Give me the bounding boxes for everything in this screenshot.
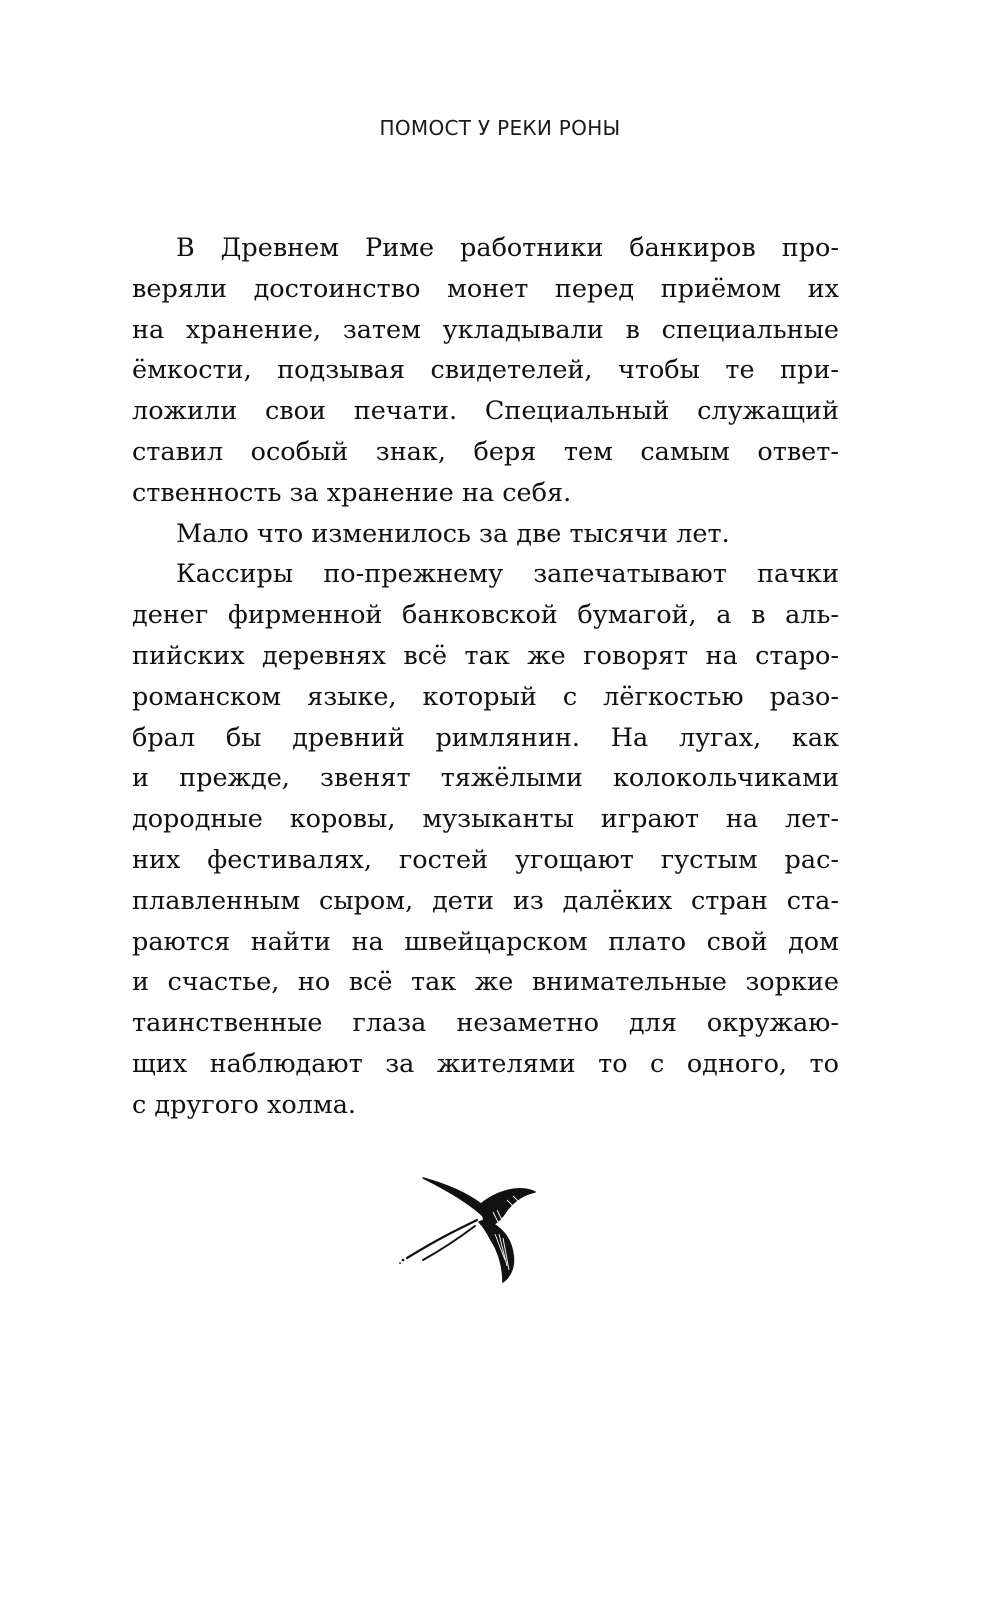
body-text xyxy=(132,228,839,1126)
paragraph-1 xyxy=(132,228,839,514)
paragraph-2 xyxy=(132,514,839,555)
text-line: и счастье, но всё так же внимательные зоркие xyxy=(132,967,839,998)
text-line: Кассиры по-прежнему запечатывают пачки xyxy=(176,559,839,590)
text-line: плавленным сыром, дети из далёких стран ста- xyxy=(132,885,839,916)
text-line: денег фирменной банковской бумагой, а в аль- xyxy=(132,600,839,631)
text-line: романском языке, который с лёгкостью разо- xyxy=(132,681,839,712)
text-line: на хранение, затем укладывали в специальные xyxy=(132,314,839,345)
text-line: ственность за хранение на себя. xyxy=(132,477,572,508)
text-line: брал бы древний римлянин. На лугах, как xyxy=(132,722,839,753)
text-line: веряли достоинство монет перед приёмом их xyxy=(132,273,839,304)
text-line: В Древнем Риме работники банкиров про- xyxy=(176,233,839,263)
text-line: пийских деревнях всё так же говорят на старо- xyxy=(132,640,839,671)
text-line: и прежде, звенят тяжёлыми колокольчиками xyxy=(132,763,839,794)
running-head: ПОМОСТ У РЕКИ РОНЫ xyxy=(379,116,621,140)
text-line: раются найти на швейцарском плато свой дом xyxy=(132,926,839,957)
text-line: ставил особый знак, беря тем самым ответ- xyxy=(132,436,839,467)
text-line: дородные коровы, музыканты играют на лет- xyxy=(132,804,839,835)
text-line: ложили свои печати. Специальный служащий xyxy=(132,396,839,427)
text-line: с другого холма. xyxy=(132,1089,357,1120)
text-line: Мало что изменилось за две тысячи лет. xyxy=(176,518,730,549)
text-line: щих наблюдают за жителями то с одного, то xyxy=(132,1048,839,1079)
text-line: таинственные глаза незаметно для окружаю- xyxy=(132,1008,839,1039)
text-line: них фестивалях, гостей угощают густым рас- xyxy=(132,844,839,875)
text-line: ёмкости, подзывая свидетелей, чтобы те при- xyxy=(132,355,839,386)
paragraph-3 xyxy=(132,554,839,1125)
swallow-icon xyxy=(395,1170,560,1285)
